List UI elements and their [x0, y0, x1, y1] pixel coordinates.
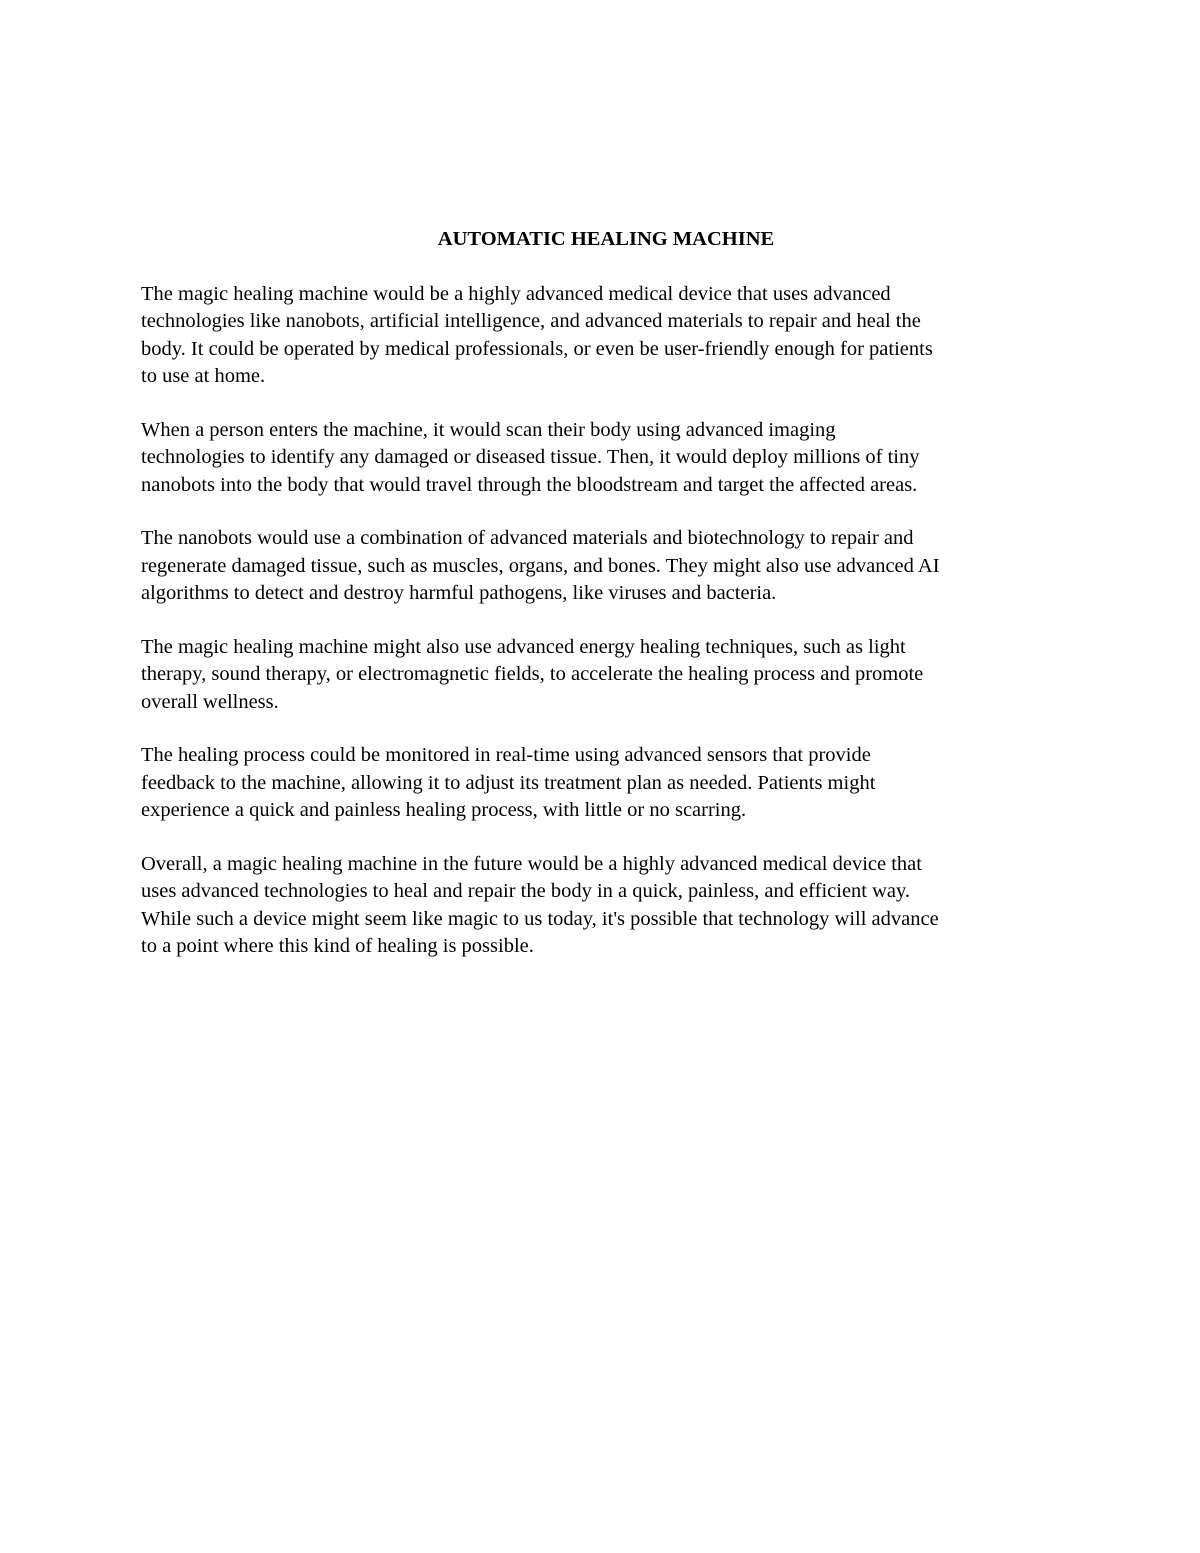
paragraph-line: body. It could be operated by medical professionals, or even be user-friendly enough for patients	[141, 337, 933, 360]
paragraph-4	[141, 634, 1071, 717]
paragraph-6	[141, 851, 1071, 961]
paragraph-line: The healing process could be monitored in real-time using advanced sensors that provide	[141, 744, 871, 766]
paragraph-line: The magic healing machine would be a highly advanced medical device that uses advanced	[141, 282, 891, 305]
paragraph-line: The magic healing machine might also use advanced energy healing techniques, such as light	[141, 635, 906, 658]
paragraph-line: uses advanced technologies to heal and repair the body in a quick, painless, and efficient way.	[141, 880, 911, 902]
paragraph-1	[141, 281, 1071, 391]
paragraph-line: overall wellness.	[141, 690, 279, 713]
paragraph-line: algorithms to detect and destroy harmful pathogens, like viruses and bacteria.	[141, 582, 777, 604]
paragraph-line: technologies to identify any damaged or diseased tissue. Then, it would deploy millions of tiny	[141, 446, 920, 468]
paragraph-5	[141, 742, 1071, 825]
paragraph-line: The nanobots would use a combination of advanced materials and biotechnology to repair and	[141, 527, 914, 549]
paragraph-line: therapy, sound therapy, or electromagnetic fields, to accelerate the healing process and promote	[141, 663, 924, 685]
paragraph-line: While such a device might seem like magic to us today, it's possible that technology will advance	[141, 907, 939, 930]
paragraph-line: to a point where this kind of healing is possible.	[141, 935, 534, 957]
paragraph-line: technologies like nanobots, artificial intelligence, and advanced materials to repair and heal the	[141, 310, 921, 332]
document-title: AUTOMATIC HEALING MACHINE	[437, 228, 775, 250]
paragraph-line: experience a quick and painless healing process, with little or no scarring.	[141, 799, 747, 821]
paragraph-line: When a person enters the machine, it would scan their body using advanced imaging	[141, 418, 836, 441]
paragraph-3	[141, 525, 1071, 608]
paragraph-line: Overall, a magic healing machine in the future would be a highly advanced medical device that	[141, 852, 922, 875]
paragraph-line: to use at home.	[141, 365, 266, 387]
document-body	[141, 226, 1071, 987]
paragraph-line: nanobots into the body that would travel through the bloodstream and target the affected areas.	[141, 473, 918, 496]
paragraph-line: regenerate damaged tissue, such as muscles, organs, and bones. They might also use advanced AI	[141, 554, 940, 577]
paragraph-line: feedback to the machine, allowing it to adjust its treatment plan as needed. Patients might	[141, 771, 876, 794]
paragraph-2	[141, 417, 1071, 500]
